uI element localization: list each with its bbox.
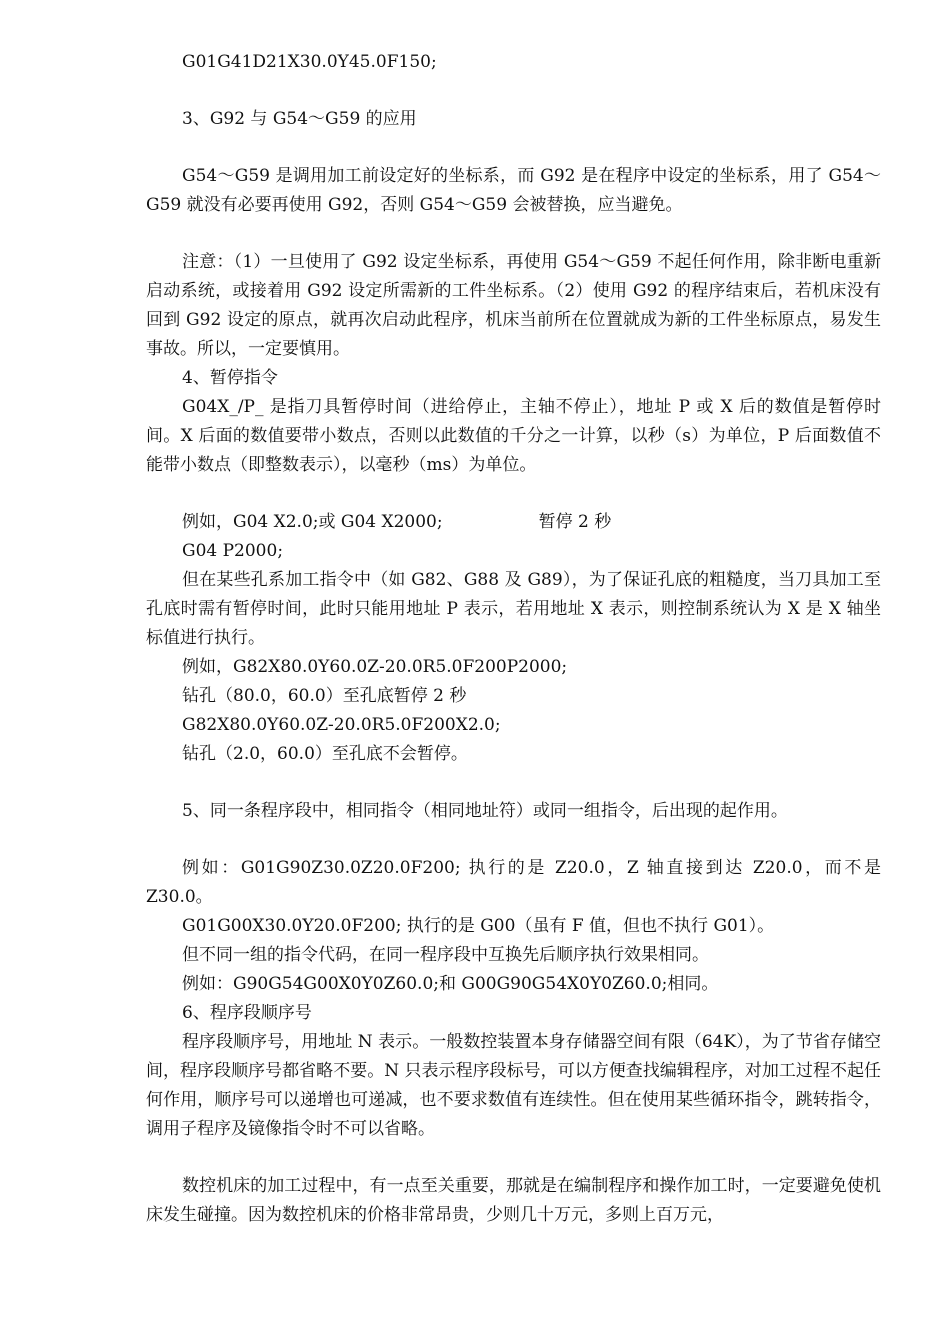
section-heading-5: 5、同一条程序段中，相同指令（相同地址符）或同一组指令，后出现的起作用。 <box>182 801 788 821</box>
note-line-no-dwell: 钻孔（2.0，60.0）至孔底不会暂停。 <box>182 744 468 764</box>
code-line-g01g41: G01G41D21X30.0Y45.0F150; <box>182 52 437 72</box>
example-line-g00: G01G00X30.0Y20.0F200; 执行的是 G00（虽有 F 值，但也不执行 G01）。 <box>182 916 775 936</box>
section-heading-3: 3、G92 与 G54～G59 的应用 <box>182 109 417 129</box>
note-line-order: 但不同一组的指令代码，在同一程序段中互换先后顺序执行效果相同。 <box>182 945 709 965</box>
paragraph-sequence-number: 程序段顺序号，用地址 N 表示。一般数控装置本身存储器空间有限（64K），为了节省存储空间，程序段顺序号都省略不要。N 只表示程序段标号，可以方便查找编辑程序，对加工过程不起任何作用，顺序号可以递增也可递减，也不要求数值有连续性。但在使用某些循环指令，跳转指令，调用子程序及镜像指令时不可以省略。 <box>146 1032 881 1139</box>
example-g04-note: 暂停 2 秒 <box>538 512 612 532</box>
section-heading-6: 6、程序段顺序号 <box>182 1003 312 1023</box>
example-line-g82-p: 例如，G82X80.0Y60.0Z-20.0R5.0F200P2000; <box>182 657 568 677</box>
paragraph-hole-cycle: 但在某些孔系加工指令中（如 G82、G88 及 G89），为了保证孔底的粗糙度，当刀具加工至孔底时需有暂停时间，此时只能用地址 P 表示，若用地址 X 表示，则控制系统认为 X 是 X 轴坐标值进行执行。 <box>146 570 881 648</box>
section-heading-4: 4、暂停指令 <box>182 368 278 388</box>
example-line-g04 <box>146 508 881 537</box>
code-line-g82-x: G82X80.0Y60.0Z-20.0R5.0F200X2.0; <box>182 715 501 735</box>
paragraph-collision: 数控机床的加工过程中，有一点至关重要，那就是在编制程序和操作加工时，一定要避免使机床发生碰撞。因为数控机床的价格非常昂贵，少则几十万元，多则上百万元， <box>146 1176 881 1225</box>
note-line-dwell-2s: 钻孔（80.0，60.0）至孔底暂停 2 秒 <box>182 686 467 706</box>
paragraph-example-z: 例如：G01G90Z30.0Z20.0F200; 执行的是 Z20.0，Z 轴直接到达 Z20.0，而不是 Z30.0。 <box>146 858 881 907</box>
document-body <box>146 48 881 1230</box>
code-line-g04-p2000: G04 P2000; <box>182 541 284 561</box>
example-line-g90-g54: 例如：G90G54G00X0Y0Z60.0;和 G00G90G54X0Y0Z60.0;相同。 <box>182 974 719 994</box>
paragraph-g54-g59: G54～G59 是调用加工前设定好的坐标系，而 G92 是在程序中设定的坐标系，用了 G54～G59 就没有必要再使用 G92，否则 G54～G59 会被替换，应当避免。 <box>146 166 881 215</box>
paragraph-note: 注意：（1）一旦使用了 G92 设定坐标系，再使用 G54～G59 不起任何作用，除非断电重新启动系统，或接着用 G92 设定所需新的工件坐标系。（2）使用 G92 的程序结束后，若机床没有回到 G92 设定的原点，就再次启动此程序，机床当前所在位置就成为新的工件坐标原点，易发生事故。所以，一定要慎用。 <box>146 252 881 359</box>
paragraph-g04: G04X_/P_ 是指刀具暂停时间（进给停止，主轴不停止），地址 P 或 X 后的数值是暂停时间。X 后面的数值要带小数点，否则以此数值的千分之一计算，以秒（s）为单位，P 后面数值不能带小数点（即整数表示），以毫秒（ms）为单位。 <box>146 397 881 475</box>
example-g04-code: 例如，G04 X2.0;或 G04 X2000; <box>182 512 443 532</box>
